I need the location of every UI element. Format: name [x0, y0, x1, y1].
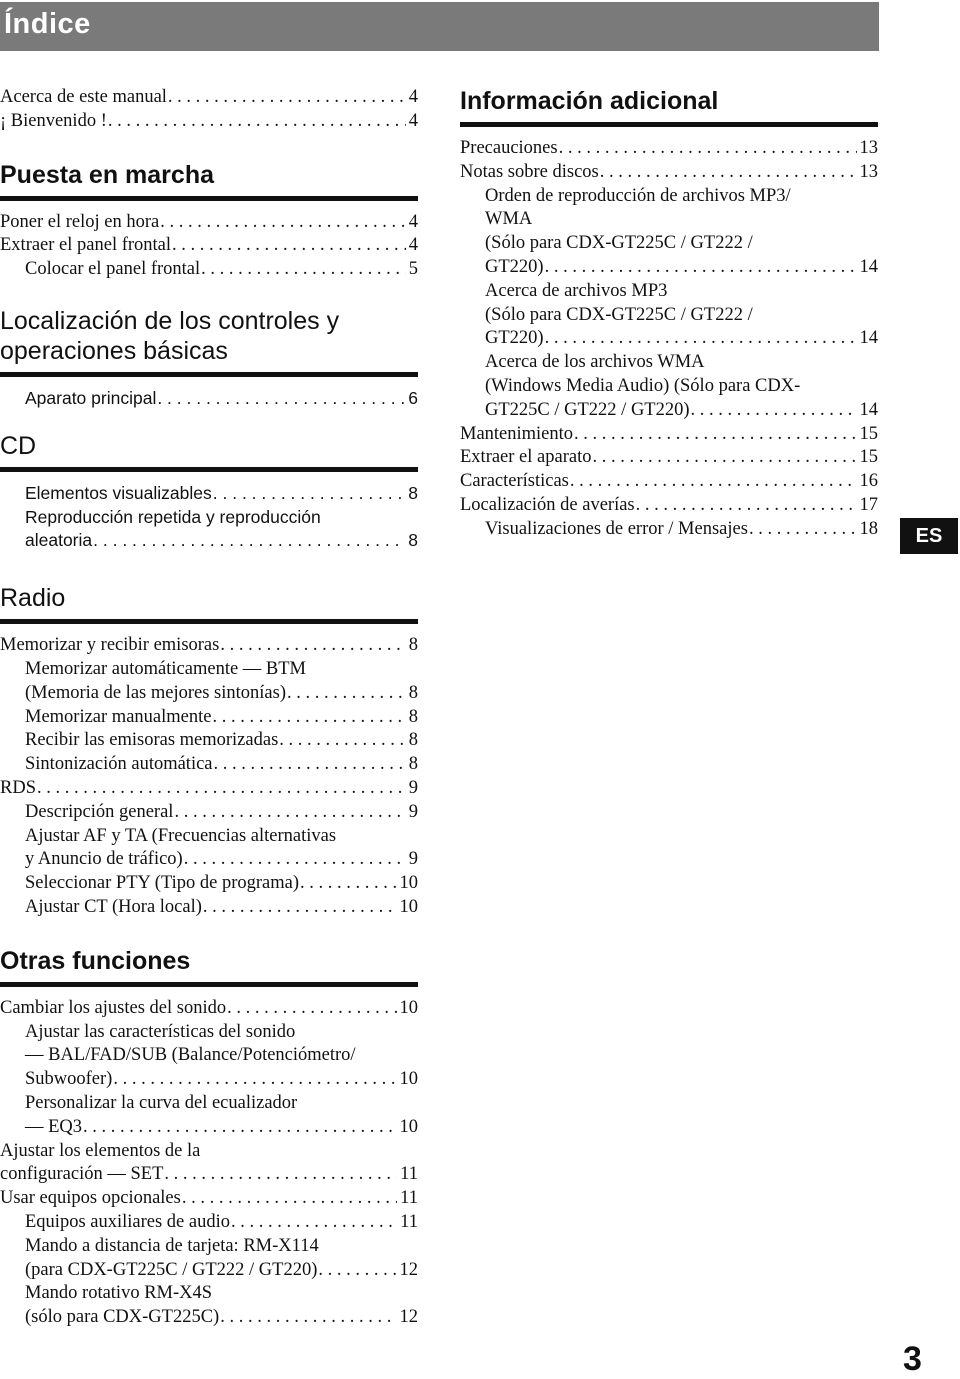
dot-leader [182, 1187, 397, 1211]
toc-entry-text: Notas sobre discos [460, 161, 599, 182]
toc-entry-text: configuración — SET [0, 1164, 164, 1185]
toc-entry [460, 351, 878, 422]
toc-entry-text: Poner el reloj en hora [0, 211, 160, 232]
toc-page-number: 4 [408, 110, 418, 131]
toc-page-number: 8 [408, 706, 418, 727]
toc-entry-text: aleatoria [25, 530, 93, 551]
toc-entry [0, 211, 418, 235]
dot-leader [201, 258, 406, 282]
toc-page-number: 11 [400, 1211, 418, 1232]
toc-entry [0, 387, 418, 411]
toc-entry [460, 494, 878, 518]
toc-entry-text: Elementos visualizables [25, 482, 212, 503]
toc-page-number: 15 [859, 423, 878, 444]
toc-entry [0, 825, 418, 873]
toc-page-number: 12 [399, 1259, 418, 1280]
toc-entry [0, 86, 418, 110]
toc-page-number: 17 [859, 494, 878, 515]
dot-leader [168, 86, 406, 110]
toc-entry-text: Subwoofer) [25, 1069, 113, 1090]
language-badge: ES [900, 518, 958, 554]
toc-entry [0, 896, 418, 920]
dot-leader [545, 256, 857, 280]
toc-page-number: 14 [859, 256, 878, 277]
toc-entry [0, 234, 418, 258]
toc-section [0, 946, 418, 1330]
toc-section [0, 583, 418, 920]
toc-entry-text: (Sólo para CDX-GT225C / GT222 / [485, 233, 753, 254]
toc-entry [460, 185, 878, 280]
dot-leader [37, 777, 406, 801]
page-header-bar [0, 2, 879, 51]
toc-page-number: 14 [859, 399, 878, 420]
dot-leader [164, 1163, 397, 1187]
dot-leader [691, 399, 857, 423]
section-heading [0, 306, 418, 377]
toc-entry [0, 1235, 418, 1283]
toc-entry-text: Sintonización automática [25, 754, 213, 775]
toc-entry-text: Acerca de este manual [0, 87, 167, 107]
toc-page-number: 10 [399, 896, 418, 917]
dot-leader [108, 110, 406, 134]
dot-leader [220, 634, 405, 658]
dot-leader [636, 494, 857, 518]
toc-page-number: 4 [408, 87, 418, 107]
toc-entry-text: Memorizar manualmente [25, 706, 212, 727]
toc-entry [0, 506, 418, 554]
toc-page-number: 8 [408, 635, 418, 656]
toc-entry-text: RDS [0, 777, 36, 798]
toc-entry-text: Seleccionar PTY (Tipo de programa) [25, 873, 300, 894]
toc-page-number: 10 [399, 1116, 418, 1137]
toc-entry-text: Características [460, 471, 569, 492]
toc-entry-text: Extraer el aparato [460, 447, 592, 468]
toc-entry [0, 872, 418, 896]
toc-entry-text: Ajustar los elementos de la [0, 1140, 201, 1161]
toc-entry-text: GT220) [485, 328, 544, 349]
toc-entry [0, 110, 418, 134]
dot-leader [600, 161, 857, 185]
toc-entry-text: (para CDX-GT225C / GT222 / GT220) [25, 1259, 318, 1280]
toc-entry-text: ¡ Bienvenido ! [0, 110, 107, 131]
toc-entry-text: Recibir las emisoras memorizadas [25, 730, 279, 751]
toc-entry-text: Ajustar CT (Hora local) [25, 896, 202, 917]
toc-page-number: 14 [859, 328, 878, 349]
toc-page-number: 13 [859, 138, 878, 158]
toc-entry-text: Personalizar la curva del ecualizador [25, 1092, 298, 1113]
dot-leader [174, 801, 405, 825]
page-title: Índice [4, 8, 91, 40]
toc-entry-text: Visualizaciones de error / Mensajes [485, 518, 748, 539]
toc-entry-text: Ajustar las características del sonido [25, 1021, 296, 1042]
toc-entry [0, 753, 418, 777]
toc-entry [460, 518, 878, 542]
dot-leader [318, 1259, 396, 1283]
dot-leader [83, 1116, 396, 1140]
toc-entry-text: Aparato principal [25, 387, 157, 408]
toc-entry-text: Mando a distancia de tarjeta: RM-X114 [25, 1235, 319, 1256]
toc-page-number: 6 [408, 387, 418, 408]
toc-page-number: 10 [399, 997, 418, 1018]
toc-entry [0, 482, 418, 506]
dot-leader [227, 997, 396, 1021]
dot-leader [212, 706, 405, 730]
toc-section [0, 431, 418, 553]
toc-intro [0, 86, 418, 134]
dot-leader [749, 518, 857, 542]
toc-entry-text: Memorizar y recibir emisoras [0, 635, 220, 656]
toc-entry [0, 801, 418, 825]
toc-entry [460, 161, 878, 185]
toc-page-number: 4 [408, 235, 418, 256]
toc-page-number: 5 [408, 259, 418, 280]
toc-page-number: 10 [399, 873, 418, 894]
toc-entry-text: Colocar el panel frontal [25, 259, 201, 280]
toc-page-number: 8 [408, 730, 418, 751]
section-heading-line: Localización de los controles y [0, 306, 340, 335]
toc-page-number: 10 [399, 1069, 418, 1090]
toc-page-number: 16 [859, 471, 878, 492]
dot-leader [214, 753, 406, 777]
dot-leader [220, 1306, 396, 1330]
dot-leader [157, 387, 405, 411]
toc-entry [0, 1211, 418, 1235]
toc-entry-text: Reproducción repetida y reproducción [25, 506, 321, 527]
toc-right-column [460, 86, 878, 542]
toc-entry-text: Orden de reproducción de archivos MP3/ [485, 185, 791, 206]
toc-entry-text: (Memoria de las mejores sintonías) [25, 682, 286, 703]
toc-entry [0, 1282, 418, 1330]
toc-entry-text: (Sólo para CDX-GT225C / GT222 / [485, 304, 753, 325]
section-heading: Otras funciones [0, 946, 418, 987]
dot-leader [203, 896, 397, 920]
toc-page-number: 11 [400, 1188, 418, 1209]
dot-leader [184, 848, 406, 872]
dot-leader [172, 234, 406, 258]
toc-page-number: 13 [859, 161, 878, 182]
toc-entry-text: Descripción general [25, 801, 174, 822]
toc-entry-text: (Windows Media Audio) (Sólo para CDX- [485, 375, 801, 396]
toc-entry-text: Mantenimiento [460, 423, 574, 444]
toc-entry-text: Mando rotativo RM-X4S [25, 1283, 213, 1304]
toc-entry [0, 1092, 418, 1140]
dot-leader [592, 446, 856, 470]
toc-page-number: 8 [408, 482, 418, 503]
toc-entry [0, 706, 418, 730]
toc-entry [0, 997, 418, 1021]
toc-page-number: 4 [408, 211, 418, 232]
dot-leader [213, 482, 406, 506]
toc-page-number: 9 [408, 849, 418, 870]
dot-leader [574, 423, 856, 447]
toc-entry [0, 1140, 418, 1188]
toc-page-number: 15 [859, 447, 878, 468]
toc-entry [0, 777, 418, 801]
toc-page-number: 8 [408, 754, 418, 775]
section-heading: Información adicional [460, 86, 878, 127]
toc-entry-text: GT220) [485, 256, 544, 277]
toc-page-number: 8 [408, 682, 418, 703]
toc-page-number: 12 [399, 1307, 418, 1328]
toc-entry-text: WMA [485, 209, 533, 230]
toc-entry-text: Equipos auxiliares de audio [25, 1211, 230, 1232]
toc-entry [460, 280, 878, 351]
toc-entry [0, 1021, 418, 1092]
section-heading: CD [0, 431, 418, 472]
dot-leader [93, 529, 405, 553]
toc-entry-text: Ajustar AF y TA (Frecuencias alternativas [25, 825, 337, 846]
toc-section [460, 86, 878, 542]
toc-entry [460, 423, 878, 447]
toc-entry-text: Acerca de los archivos WMA [485, 352, 705, 373]
toc-entry-text: Usar equipos opcionales [0, 1188, 181, 1209]
toc-entry [460, 470, 878, 494]
toc-entry [460, 446, 878, 470]
toc-entry [0, 1187, 418, 1211]
dot-leader [113, 1068, 396, 1092]
toc-entry-text: GT225C / GT222 / GT220) [485, 399, 690, 420]
section-heading-line: operaciones básicas [0, 336, 228, 365]
dot-leader [545, 327, 857, 351]
dot-leader [300, 872, 396, 896]
toc-entry-text: y Anuncio de tráfico) [25, 849, 183, 870]
toc-left-column [0, 86, 418, 1330]
toc-page-number: 8 [408, 530, 418, 551]
dot-leader [570, 470, 857, 494]
toc-page-number: 18 [859, 518, 878, 539]
toc-entry-text: Acerca de archivos MP3 [485, 280, 668, 301]
toc-section [0, 306, 418, 411]
toc-entry-text: Precauciones [460, 138, 558, 158]
dot-leader [160, 211, 406, 235]
toc-page-number: 9 [408, 777, 418, 798]
toc-entry-text: (sólo para CDX-GT225C) [25, 1307, 220, 1328]
toc-section [0, 160, 418, 282]
toc-entry [0, 658, 418, 706]
toc-page-number: 11 [400, 1164, 418, 1185]
toc-entry-text: — BAL/FAD/SUB (Balance/Potenciómetro/ [25, 1045, 356, 1066]
toc-entry [0, 634, 418, 658]
toc-entry-text: — EQ3 [25, 1116, 83, 1137]
toc-entry-text: Cambiar los ajustes del sonido [0, 997, 227, 1018]
toc-entry [0, 258, 418, 282]
toc-entry-text: Extraer el panel frontal [0, 235, 172, 256]
dot-leader [279, 729, 405, 753]
dot-leader [287, 682, 406, 706]
section-heading: Radio [0, 583, 418, 624]
dot-leader [231, 1211, 397, 1235]
section-heading: Puesta en marcha [0, 160, 418, 201]
toc-entry [0, 729, 418, 753]
page-number: 3 [903, 1340, 922, 1378]
dot-leader [559, 137, 857, 161]
toc-entry [460, 137, 878, 161]
toc-entry-text: Localización de averías [460, 494, 635, 515]
toc-page-number: 9 [408, 801, 418, 822]
toc-entry-text: Memorizar automáticamente — BTM [25, 658, 307, 679]
